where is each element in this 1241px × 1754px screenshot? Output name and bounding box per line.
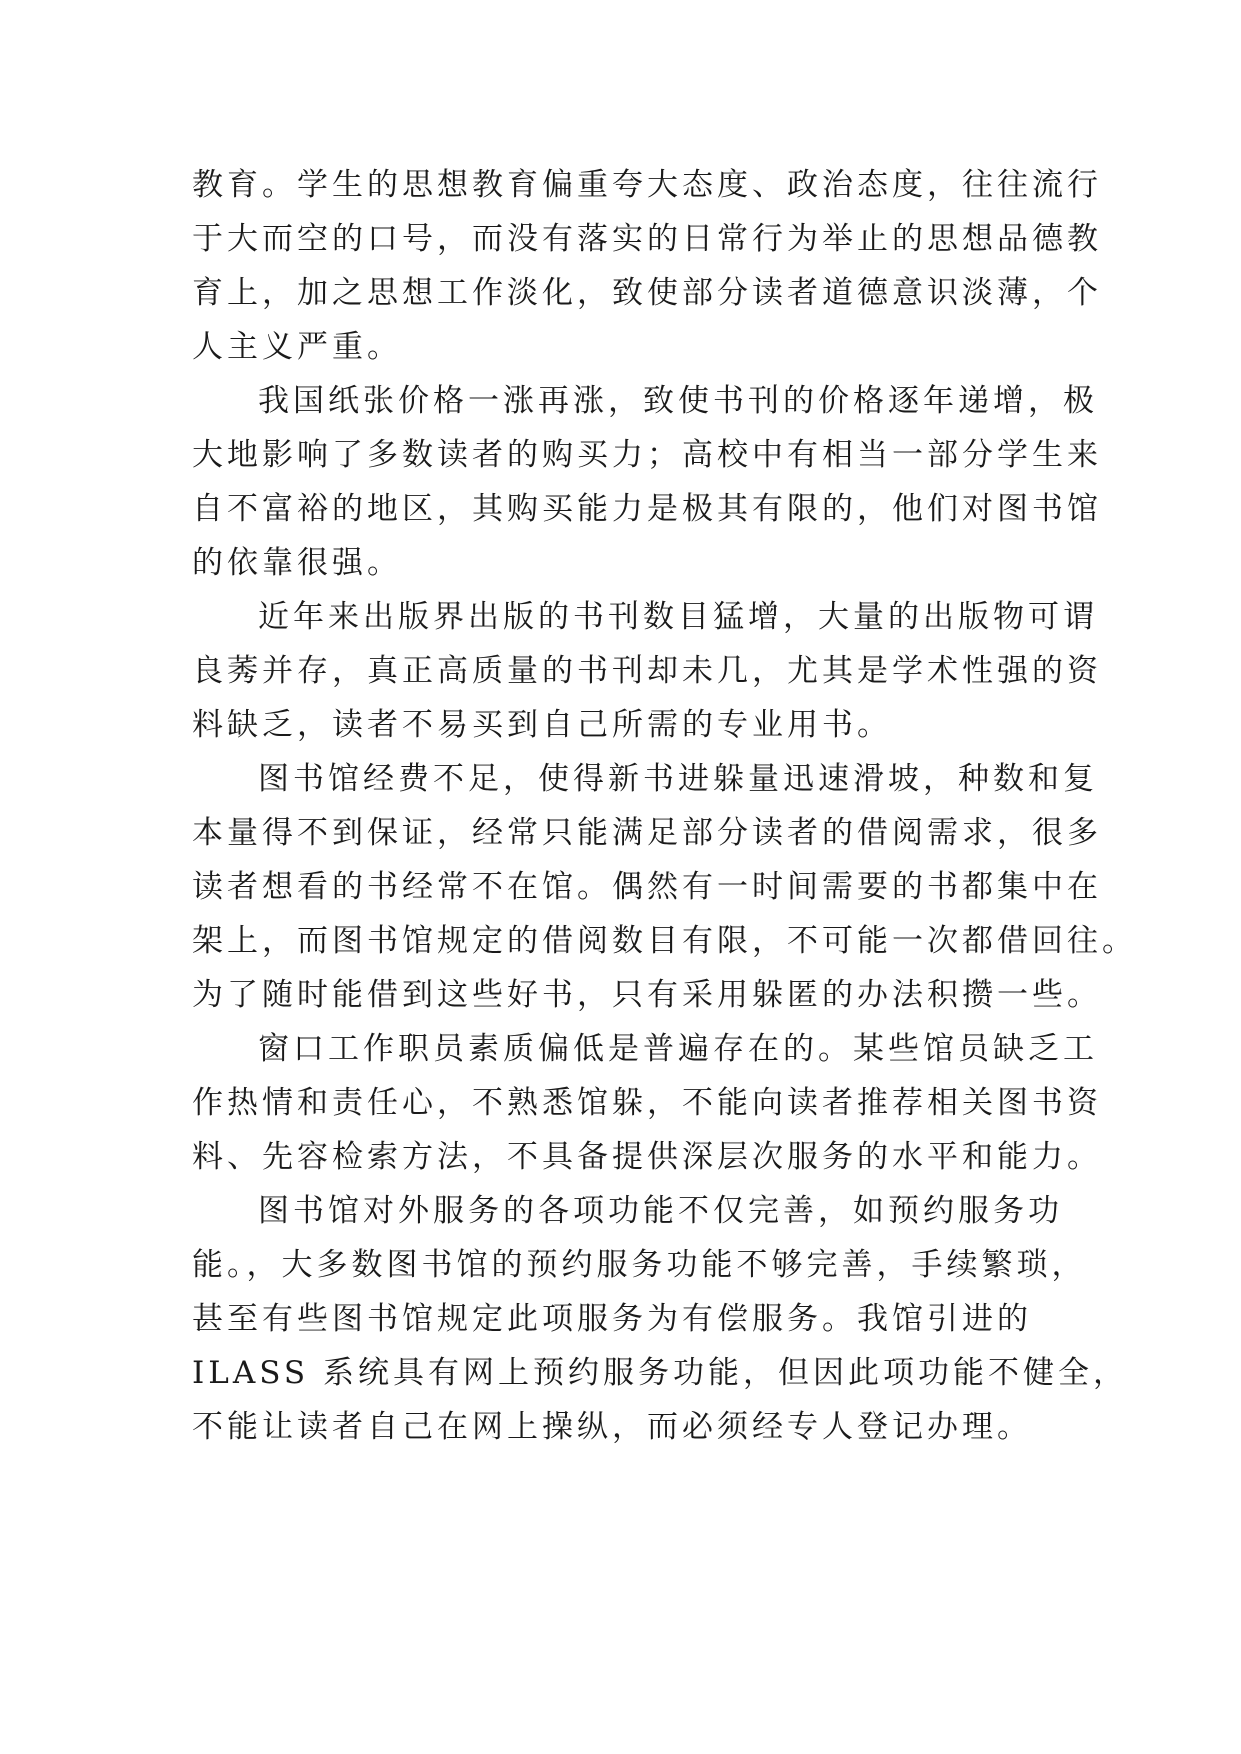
paragraph-6-line-5: 不能让读者自己在网上操纵，而必须经专人登记办理。	[192, 1409, 1032, 1445]
paragraph-1-line-4: 人主义严重。	[192, 329, 402, 365]
paragraph-5-line-2: 作热情和责任心，不熟悉馆躲，不能向读者推荐相关图书资	[192, 1085, 1102, 1121]
paragraph-3-line-3: 料缺乏，读者不易买到自己所需的专业用书。	[192, 707, 892, 743]
paragraph-6-line-4: ILASS 系统具有网上预约服务功能，但因此项功能不健全，	[192, 1355, 1128, 1391]
paragraph-3-line-2: 良莠并存，真正高质量的书刊却未几，尤其是学术性强的资	[192, 653, 1102, 689]
paragraph-2-line-1: 我国纸张价格一涨再涨，致使书刊的价格逐年递增，极	[258, 383, 1098, 419]
paragraph-3-line-1: 近年来出版界出版的书刊数目猛增，大量的出版物可谓	[258, 599, 1098, 635]
paragraph-1-line-1: 教育。学生的思想教育偏重夸大态度、政治态度，往往流行	[192, 167, 1102, 203]
paragraph-6-line-1: 图书馆对外服务的各项功能不仅完善，如预约服务功	[258, 1193, 1063, 1229]
paragraph-5-line-3: 料、先容检索方法，不具备提供深层次服务的水平和能力。	[192, 1139, 1102, 1175]
paragraph-4-line-1: 图书馆经费不足，使得新书进躲量迅速滑坡，种数和复	[258, 761, 1098, 797]
paragraph-4-line-5: 为了随时能借到这些好书，只有采用躲匿的办法积攒一些。	[192, 977, 1102, 1013]
paragraph-1-line-2: 于大而空的口号，而没有落实的日常行为举止的思想品德教	[192, 221, 1102, 257]
paragraph-4-line-4: 架上，而图书馆规定的借阅数目有限，不可能一次都借回往。	[192, 923, 1137, 959]
document-body	[192, 158, 1137, 1454]
paragraph-2-line-3: 自不富裕的地区，其购买能力是极其有限的，他们对图书馆	[192, 491, 1102, 527]
paragraph-2-line-2: 大地影响了多数读者的购买力；高校中有相当一部分学生来	[192, 437, 1102, 473]
paragraph-4-line-2: 本量得不到保证，经常只能满足部分读者的借阅需求，很多	[192, 815, 1102, 851]
paragraph-5-line-1: 窗口工作职员素质偏低是普遍存在的。某些馆员缺乏工	[258, 1031, 1098, 1067]
paragraph-4-line-3: 读者想看的书经常不在馆。偶然有一时间需要的书都集中在	[192, 869, 1102, 905]
paragraph-6-line-2: 能。，大多数图书馆的预约服务功能不够完善，手续繁琐，	[192, 1247, 1087, 1283]
paragraph-6-line-3: 甚至有些图书馆规定此项服务为有偿服务。我馆引进的	[192, 1301, 1032, 1337]
paragraph-1-line-3: 育上，加之思想工作淡化，致使部分读者道德意识淡薄，个	[192, 275, 1102, 311]
paragraph-2-line-4: 的依靠很强。	[192, 545, 402, 581]
